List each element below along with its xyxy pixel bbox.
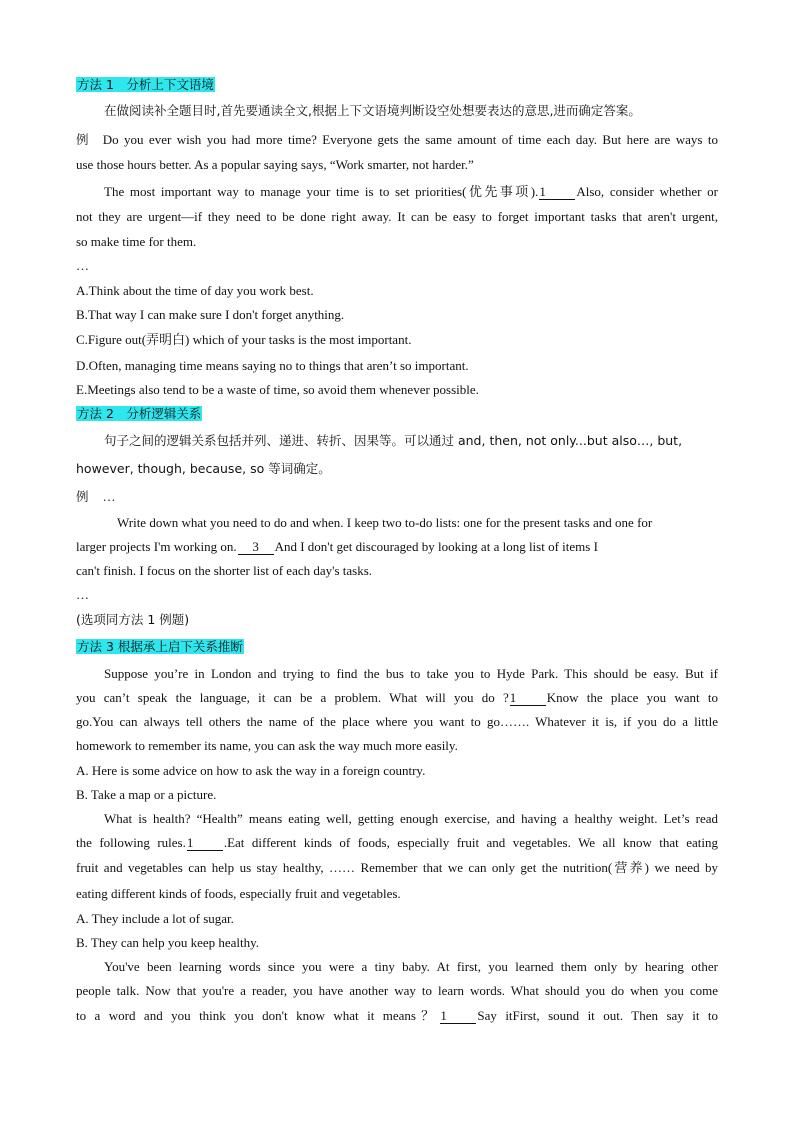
method1-p1-line1: 例 Do you ever wish you had more time? Everyone gets the same amount of time each day. But here are ways to [76, 132, 718, 147]
method2-p-line3: can't finish. I focus on the shorter list of each day's tasks. [76, 563, 373, 578]
method3-ex1-option-a: A. Here is some advice on how to ask the way in a foreign country. [76, 763, 426, 778]
answer-blank[interactable]: 1 [187, 836, 223, 851]
method1-p1-line2: use those hours better. As a popular saying says, “Work smarter, not harder.” [76, 157, 474, 172]
method2-intro-line1: 句子之间的逻辑关系包括并列、递进、转折、因果等。可以通过 and, then, not only...but also…, but, [104, 433, 683, 448]
method2-example-label: 例 … [76, 489, 116, 504]
method3-ex2-line2: the following rules.1 .Eat different kinds of foods, especially fruit and vegetables. We all know that eating [76, 835, 718, 850]
ellipsis: … [76, 587, 89, 602]
method2-p-line1: Write down what you need to do and when. I keep two to-do lists: one for the present tasks and one for [117, 515, 653, 530]
method3-ex2-line3: fruit and vegetables can help us stay healthy, …… Remember that we can only get the nutrition(营养) we need by [76, 860, 718, 875]
answer-blank[interactable]: 1 [510, 691, 546, 706]
method2-intro-line2: however, though, because, so 等词确定。 [76, 461, 331, 476]
method3-ex1-line3: go.You can always tell others the name of the place where you want to go……. Whatever it is, if you do a little [76, 714, 718, 729]
method3-ex3-line1: You've been learning words since you were a tiny baby. At first, you learned them only by hearing other [104, 959, 718, 974]
method1-p2-line3: so make time for them. [76, 234, 197, 249]
method3-ex3-line2: people talk. Now that you're a reader, you have another way to learn words. What should you do when you come [76, 983, 718, 998]
option-e: E.Meetings also tend to be a waste of time, so avoid them whenever possible. [76, 382, 479, 397]
method2-heading: 方法 2 分析逻辑关系 [77, 406, 202, 421]
method3-ex2-line1: What is health? “Health” means eating well, getting enough exercise, and having a healthy weight. Let’s read [104, 811, 718, 826]
method1-intro: 在做阅读补全题目时,首先要通读全文,根据上下文语境判断设空处想要表达的意思,进而确定答案。 [104, 103, 641, 118]
answer-blank[interactable]: 1 [539, 185, 575, 200]
method3-ex1-line2: you can’t speak the language, it can be a problem. What will you do ?1 Know the place you want to [76, 690, 719, 705]
ellipsis: … [76, 258, 89, 273]
method3-ex1-option-b: B. Take a map or a picture. [76, 787, 217, 802]
method3-ex3-line3: to a word and you think you don't know what it means？1 Say itFirst, sound it out. Then say it to [76, 1008, 718, 1023]
method1-heading: 方法 1 分析上下文语境 [77, 77, 214, 92]
option-c: C.Figure out(弄明白) which of your tasks is the most important. [76, 332, 412, 347]
method3-ex1-line4: homework to remember its name, you can ask the way much more easily. [76, 738, 458, 753]
method2-note: (选项同方法 1 例题) [76, 612, 190, 627]
method3-ex2-option-b: B. They can help you keep healthy. [76, 935, 260, 950]
method2-p-line2: larger projects I'm working on. 3 And I don't get discouraged by looking at a long list of items I [76, 539, 598, 554]
method3-heading: 方法 3 根据承上启下关系推断 [77, 639, 243, 654]
method3-ex2-line4: eating different kinds of foods, especially fruit and vegetables. [76, 886, 401, 901]
method1-p2-line1: The most important way to manage your time is to set priorities(优先事项).1 Also, consider whether or [104, 184, 718, 199]
answer-blank[interactable]: 3 [238, 540, 274, 555]
option-b: B.That way I can make sure I don't forget anything. [76, 307, 345, 322]
answer-blank[interactable]: 1 [440, 1009, 476, 1024]
method1-p2-line2: not they are urgent—if they need to be done right away. It can be easy to forget important tasks that aren't urgent, [76, 209, 718, 224]
option-d: D.Often, managing time means saying no to things that aren’t so important. [76, 358, 469, 373]
method3-ex1-line1: Suppose you’re in London and trying to find the bus to take you to Hyde Park. This should be easy. But if [104, 666, 718, 681]
method3-ex2-option-a: A. They include a lot of sugar. [76, 911, 234, 926]
option-a: A.Think about the time of day you work best. [76, 283, 314, 298]
